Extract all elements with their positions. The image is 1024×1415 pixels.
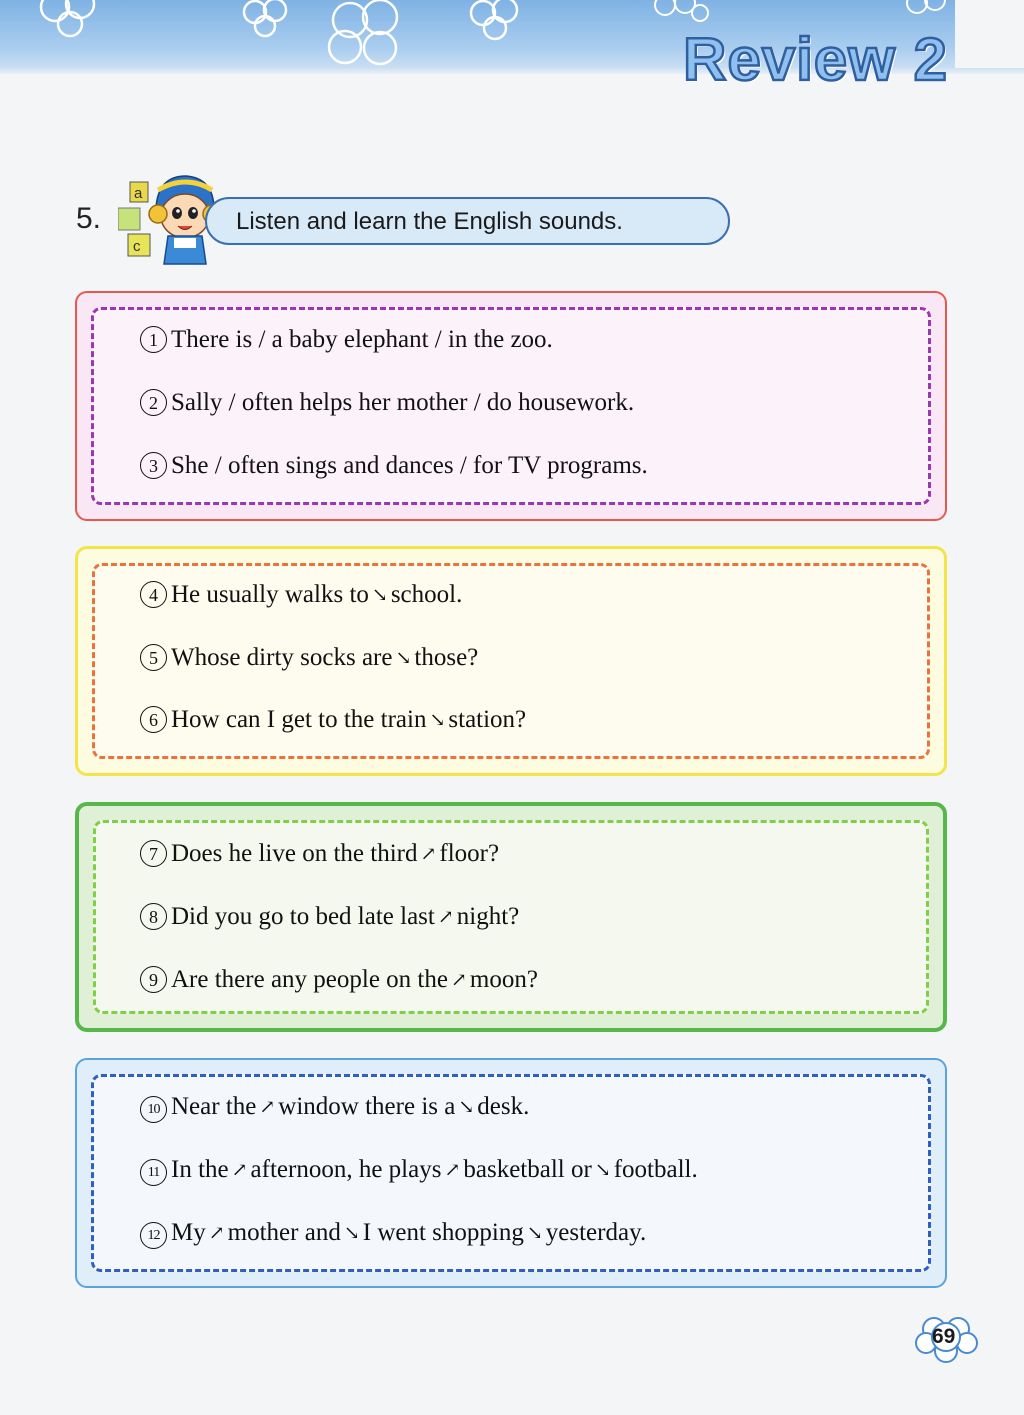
sentence-number: 2 bbox=[140, 389, 167, 416]
sentence-text: school. bbox=[390, 581, 463, 608]
sentence-number: 5 bbox=[140, 644, 167, 671]
sentence-text: afternoon, he plays bbox=[250, 1156, 442, 1183]
falling-arrow-icon: ↘ bbox=[395, 648, 412, 669]
rising-arrow-icon: ↗ bbox=[208, 1223, 225, 1244]
sentence-text: She / often sings and dances / for TV programs. bbox=[171, 452, 648, 479]
rising-arrow-icon: ↗ bbox=[231, 1160, 248, 1181]
sentence-text: football. bbox=[613, 1156, 698, 1183]
falling-arrow-icon: ↘ bbox=[343, 1223, 360, 1244]
sentence-number: 9 bbox=[140, 966, 167, 993]
page-number: 69 bbox=[932, 1325, 956, 1348]
sentence-text: There is / a baby elephant / in the zoo. bbox=[171, 326, 553, 353]
flower-decoration-icon bbox=[455, 0, 535, 43]
sentence-text: How can I get to the train bbox=[171, 706, 427, 733]
sentence-text: Sally / often helps her mother / do housework. bbox=[171, 389, 635, 416]
rising-arrow-icon: ↗ bbox=[259, 1097, 276, 1118]
sentence-number: 3 bbox=[140, 452, 167, 479]
sentence-text: night? bbox=[456, 903, 520, 930]
sentence-7 bbox=[140, 838, 499, 870]
sentence-text: Near the bbox=[171, 1093, 257, 1120]
sentence-text: My bbox=[171, 1219, 206, 1246]
rising-arrow-icon: ↗ bbox=[444, 1160, 461, 1181]
sentence-12 bbox=[140, 1217, 646, 1249]
flower-decoration-icon bbox=[25, 0, 115, 42]
sentence-text: mother and bbox=[227, 1219, 341, 1246]
mascot-letter-c: c bbox=[133, 238, 141, 255]
falling-arrow-icon: ↘ bbox=[429, 710, 446, 731]
sentence-text: In the bbox=[171, 1156, 229, 1183]
sentence-number: 7 bbox=[140, 840, 167, 867]
sentence-number: 11 bbox=[140, 1159, 167, 1186]
sentence-text: I went shopping bbox=[362, 1219, 524, 1246]
flower-decoration-icon bbox=[230, 0, 300, 40]
sentence-text: basketball or bbox=[463, 1156, 592, 1183]
sentence-text: floor? bbox=[439, 840, 500, 867]
sentence-5 bbox=[140, 642, 478, 674]
sentence-text: Does he live on the third bbox=[171, 840, 418, 867]
sentence-3 bbox=[140, 450, 648, 482]
sentence-number: 4 bbox=[140, 581, 167, 608]
sentence-11 bbox=[140, 1154, 698, 1186]
page-number-badge bbox=[912, 1313, 982, 1365]
sentence-2 bbox=[140, 387, 634, 419]
falling-arrow-icon: ↘ bbox=[594, 1160, 611, 1181]
sentence-9 bbox=[140, 964, 538, 996]
sentence-text: He usually walks to bbox=[171, 581, 369, 608]
sentence-text: yesterday. bbox=[545, 1219, 647, 1246]
sentence-text: desk. bbox=[477, 1093, 530, 1120]
sentence-text: Are there any people on the bbox=[171, 966, 448, 993]
sentence-number: 12 bbox=[140, 1222, 167, 1249]
flower-decoration-icon bbox=[310, 0, 420, 68]
rising-arrow-icon: ↗ bbox=[450, 970, 467, 991]
instruction-text: Listen and learn the English sounds. bbox=[236, 208, 623, 235]
sentence-number: 6 bbox=[140, 706, 167, 733]
sentence-text: Did you go to bed late last bbox=[171, 903, 435, 930]
sentence-text: those? bbox=[414, 644, 479, 671]
exercise-number: 5. bbox=[76, 202, 102, 235]
page-title: Review 2 bbox=[683, 26, 948, 93]
sentence-6 bbox=[140, 704, 526, 736]
sentence-text: station? bbox=[448, 706, 527, 733]
rising-arrow-icon: ↗ bbox=[437, 907, 454, 928]
sentence-8 bbox=[140, 901, 519, 933]
sentence-10 bbox=[140, 1091, 529, 1123]
mascot-letter-a: a bbox=[134, 185, 143, 202]
sentence-number: 10 bbox=[140, 1096, 167, 1123]
falling-arrow-icon: ↘ bbox=[371, 585, 388, 606]
sentence-text: moon? bbox=[469, 966, 538, 993]
falling-arrow-icon: ↘ bbox=[458, 1097, 475, 1118]
flower-decoration-icon bbox=[895, 0, 955, 25]
sentence-number: 1 bbox=[140, 326, 167, 353]
sentence-text: window there is a bbox=[278, 1093, 456, 1120]
rising-arrow-icon: ↗ bbox=[420, 844, 437, 865]
sentence-4 bbox=[140, 579, 462, 611]
sentence-text: Whose dirty socks are bbox=[171, 644, 393, 671]
falling-arrow-icon: ↘ bbox=[526, 1223, 543, 1244]
sentence-1 bbox=[140, 324, 553, 356]
sentence-number: 8 bbox=[140, 903, 167, 930]
